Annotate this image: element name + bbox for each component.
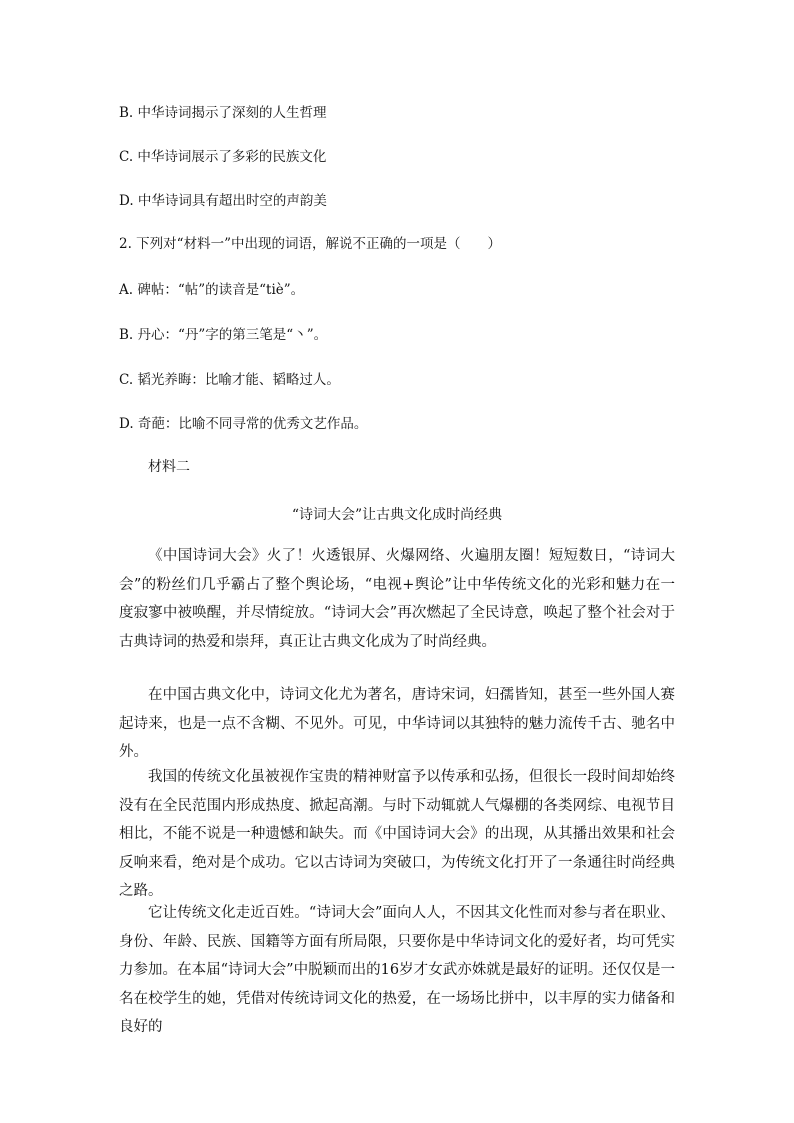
paragraph-2: 在中国古典文化中，诗词文化尤为著名，唐诗宋词，妇孺皆知，甚至一些外国人赛起诗来，也是一点不含糊、不见外。可见，中华诗词以其独特的魅力流传千古、驰名中外。 <box>119 687 675 760</box>
q1-option-b: B. 中华诗词揭示了深刻的人生哲理 <box>119 105 327 121</box>
q1-option-c: C. 中华诗词展示了多彩的民族文化 <box>119 149 327 165</box>
q2-option-c: C. 韬光养晦：比喻才能、韬略过人。 <box>119 372 340 388</box>
material2-heading: 材料二 <box>148 459 190 475</box>
q1-option-d: D. 中华诗词具有超出时空的声韵美 <box>119 193 327 209</box>
paragraph-4: 它让传统文化走近百姓。“诗词大会”面向人人，不因其文化性而对参与者在职业、身份、年龄、民族、国籍等方面有所局限，只要你是中华诗词文化的爱好者，均可凭实力参加。在本届“诗词大会”中脱颖而出的16岁才女武亦姝就是最好的证明。还仅仅是一名在校学生的她，凭借对传统诗词文化的热爱，在一场场比拼中，以丰厚的实力储备和良好的 <box>119 905 675 1035</box>
q2-option-b: B. 丹心：“丹”字的第三笔是“丶”。 <box>119 327 328 343</box>
paragraph-3: 我国的传统文化虽被视作宝贵的精神财富予以传承和弘扬，但很长一段时间却始终没有在全民范围内形成热度、掀起高潮。与时下动辄就人气爆棚的各类网综、电视节目相比，不能不说是一种遗憾和缺失。而《中国诗词大会》的出现，从其播出效果和社会反响来看，绝对是个成功。它以古诗词为突破口，为传统文化打开了一条通往时尚经典之路。 <box>119 769 675 899</box>
material2-title: “诗词大会”让古典文化成时尚经典 <box>291 507 503 523</box>
q2-stem: 2. 下列对“材料一”中出现的词语，解说不正确的一项是（ ） <box>119 236 501 252</box>
paragraph-1: 《中国诗词大会》火了！火透银屏、火爆网络、火遍朋友圈！短短数日，“诗词大会”的粉丝们几乎霸占了整个舆论场，“电视+舆论”让中华传统文化的光彩和魅力在一度寂寥中被唤醒，并尽情绽放。“诗词大会”再次燃起了全民诗意，唤起了整个社会对于古典诗词的热爱和崇拜，真正让古典文化成为了时尚经典。 <box>119 548 675 650</box>
q2-option-a: A. 碑帖：“帖”的读音是“tiè”。 <box>119 282 305 298</box>
q2-option-d: D. 奇葩：比喻不同寻常的优秀文艺作品。 <box>119 416 368 432</box>
